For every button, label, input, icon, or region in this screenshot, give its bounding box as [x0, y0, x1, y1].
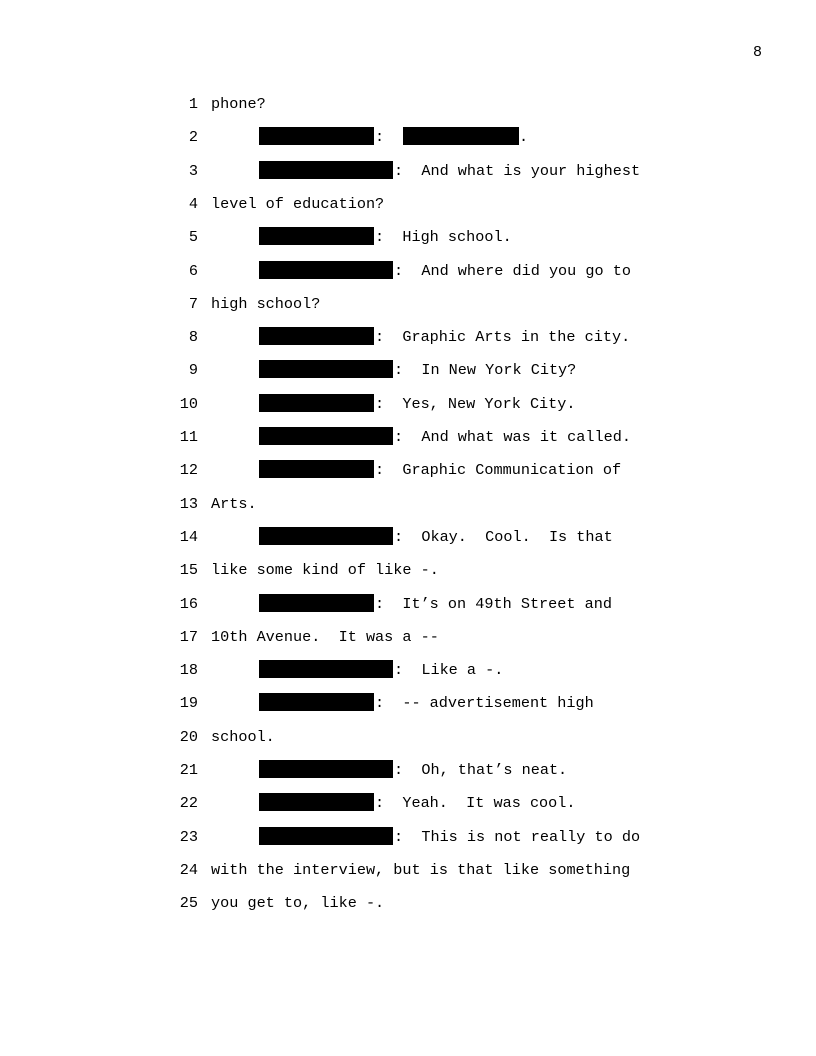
redacted-speaker-name — [259, 827, 393, 845]
continuation-text: like some kind of like -. — [211, 561, 439, 580]
transcript-line — [0, 195, 816, 219]
continuation-text: 10th Avenue. It was a -- — [211, 627, 439, 646]
line-number: 21 — [179, 761, 198, 779]
speaker-text: : Yes, New York City. — [375, 394, 576, 413]
line-number: 6 — [188, 261, 198, 280]
line-number: 10 — [179, 394, 198, 413]
redacted-speaker-name — [259, 460, 374, 478]
transcript-line — [0, 694, 816, 718]
transcript-line — [0, 428, 816, 452]
continuation-text: level of education? — [211, 194, 385, 213]
transcript-line — [0, 328, 816, 352]
redacted-speaker-name — [259, 793, 374, 811]
speaker-text: : High school. — [375, 228, 512, 247]
transcript-line — [0, 728, 816, 752]
speaker-text: : It’s on 49th Street and — [375, 594, 612, 613]
line-number: 2 — [188, 128, 198, 147]
redacted-speaker-name — [259, 527, 393, 545]
transcript-line — [0, 461, 816, 485]
line-number: 9 — [188, 361, 198, 380]
redacted-speaker-name — [259, 660, 393, 678]
transcript-line — [0, 761, 816, 785]
transcript-line — [0, 561, 816, 585]
continuation-text: phone? — [211, 95, 266, 113]
transcript-line — [0, 295, 816, 319]
transcript-line — [0, 828, 816, 852]
line-number: 1 — [188, 95, 198, 113]
line-number: 4 — [188, 194, 198, 213]
transcript-line — [0, 794, 816, 818]
transcript-line — [0, 361, 816, 385]
line-number: 14 — [179, 527, 198, 546]
transcript-line — [0, 95, 816, 119]
continuation-text: with the interview, but is that like something — [211, 860, 631, 879]
page-number: 8 — [752, 44, 762, 61]
speaker-text: : Yeah. It was cool. — [375, 794, 576, 813]
line-number: 23 — [179, 827, 198, 846]
line-number: 3 — [188, 161, 198, 180]
line-number: 5 — [188, 228, 198, 247]
redacted-speaker-name — [259, 161, 393, 179]
line-number: 16 — [179, 594, 198, 613]
transcript-line — [0, 228, 816, 252]
line-number: 15 — [179, 561, 198, 580]
continuation-text: high school? — [211, 294, 321, 313]
transcript-line — [0, 661, 816, 685]
speaker-text: : This is not really to do — [394, 827, 641, 846]
line-number: 17 — [179, 627, 198, 646]
line-number: 13 — [179, 494, 198, 513]
transcript-line — [0, 595, 816, 619]
continuation-text: school. — [211, 727, 275, 746]
line-number: 11 — [179, 428, 198, 446]
speaker-text: : — [375, 128, 385, 147]
transcript-line — [0, 262, 816, 286]
transcript-line — [0, 162, 816, 186]
redacted-speaker-name — [259, 394, 374, 412]
speaker-text: : Oh, that’s neat. — [394, 761, 568, 779]
line-number: 7 — [188, 294, 198, 313]
speaker-text: : Okay. Cool. Is that — [394, 527, 613, 546]
line-number: 19 — [179, 694, 198, 713]
speaker-text: : And where did you go to — [394, 261, 631, 280]
line-number: 8 — [188, 328, 198, 347]
speaker-text: : Like a -. — [394, 661, 504, 680]
speaker-text: : And what was it called. — [394, 428, 631, 446]
redacted-speaker-name — [259, 227, 374, 245]
line-number: 12 — [179, 461, 198, 480]
redacted-speaker-name — [259, 693, 374, 711]
redacted-speaker-name — [259, 127, 374, 145]
trailing-punctuation: . — [519, 128, 529, 147]
redacted-speaker-name — [259, 327, 374, 345]
transcript-line — [0, 894, 816, 918]
redacted-speaker-name — [259, 594, 374, 612]
redacted-speaker-name — [259, 261, 393, 279]
line-number: 24 — [179, 860, 198, 879]
line-number: 18 — [179, 661, 198, 680]
continuation-text: you get to, like -. — [211, 894, 385, 913]
line-number: 25 — [179, 894, 198, 913]
transcript-line — [0, 128, 816, 152]
redacted-speaker-name — [259, 760, 393, 778]
redacted-answer — [403, 127, 519, 145]
continuation-text: Arts. — [211, 494, 257, 513]
transcript-line — [0, 528, 816, 552]
speaker-text: : And what is your highest — [394, 161, 641, 180]
speaker-text: : Graphic Communication of — [375, 461, 622, 480]
line-number: 20 — [179, 727, 198, 746]
speaker-text: : -- advertisement high — [375, 694, 594, 713]
transcript-line — [0, 628, 816, 652]
line-number: 22 — [179, 794, 198, 813]
transcript-line — [0, 495, 816, 519]
redacted-speaker-name — [259, 360, 393, 378]
transcript-line — [0, 861, 816, 885]
transcript-line — [0, 395, 816, 419]
speaker-text: : Graphic Arts in the city. — [375, 328, 631, 347]
redacted-speaker-name — [259, 427, 393, 445]
speaker-text: : In New York City? — [394, 361, 577, 380]
